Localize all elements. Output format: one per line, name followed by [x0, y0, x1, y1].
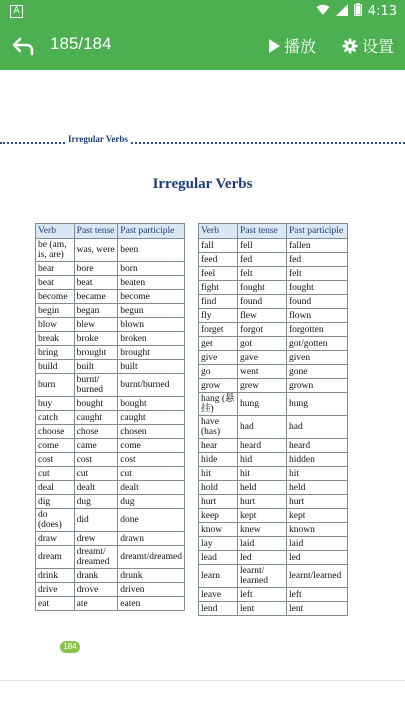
- past-participle-cell: lent: [287, 602, 348, 616]
- past-participle-cell: been: [118, 239, 185, 262]
- past-participle-cell: driven: [118, 583, 185, 597]
- past-tense-cell: broke: [74, 332, 118, 346]
- past-tense-cell: was, were: [74, 239, 118, 262]
- table-row: [199, 565, 348, 588]
- past-tense-cell: cut: [74, 467, 118, 481]
- verb-cell: catch: [36, 411, 75, 425]
- gear-icon: [342, 38, 358, 54]
- past-participle-cell: fought: [287, 281, 348, 295]
- play-label: 播放: [284, 37, 317, 56]
- past-participle-cell: beaten: [118, 276, 185, 290]
- table-row: [36, 374, 185, 397]
- verb-cell: come: [36, 439, 75, 453]
- past-participle-cell: hung: [287, 393, 348, 416]
- verb-cell: get: [199, 337, 238, 351]
- table-row: [36, 318, 185, 332]
- verb-cell: cut: [36, 467, 75, 481]
- app-toolbar: [0, 22, 405, 70]
- table-row: [36, 467, 185, 481]
- status-icons: [316, 3, 397, 20]
- header-dotted-line: [0, 142, 405, 144]
- status-time: 4:13: [367, 4, 397, 19]
- past-participle-cell: got/gotten: [287, 337, 348, 351]
- table-row: [199, 365, 348, 379]
- past-tense-cell: chose: [74, 425, 118, 439]
- book-page[interactable]: [0, 70, 405, 720]
- past-participle-cell: given: [287, 351, 348, 365]
- past-participle-cell: heard: [287, 439, 348, 453]
- past-participle-cell: known: [287, 523, 348, 537]
- verbs-table-right: [198, 223, 348, 616]
- verb-cell: find: [199, 295, 238, 309]
- table-row: [36, 481, 185, 495]
- past-tense-cell: drew: [74, 532, 118, 546]
- past-participle-cell: forgotten: [287, 323, 348, 337]
- verb-cell: give: [199, 351, 238, 365]
- past-tense-cell: bought: [74, 397, 118, 411]
- past-participle-cell: dealt: [118, 481, 185, 495]
- past-participle-cell: had: [287, 416, 348, 439]
- signal-icon: [336, 4, 348, 20]
- past-tense-cell: left: [238, 588, 287, 602]
- verb-cell: buy: [36, 397, 75, 411]
- past-participle-cell: drunk: [118, 569, 185, 583]
- verb-cell: hold: [199, 481, 238, 495]
- past-participle-cell: cost: [118, 453, 185, 467]
- past-tense-cell: found: [238, 295, 287, 309]
- play-button[interactable]: [266, 34, 316, 57]
- past-tense-cell: fed: [238, 253, 287, 267]
- verb-cell: hang (悬挂): [199, 393, 238, 416]
- past-tense-cell: dealt: [74, 481, 118, 495]
- past-tense-cell: did: [74, 509, 118, 532]
- past-tense-cell: drove: [74, 583, 118, 597]
- page-bottom-divider: [0, 680, 405, 681]
- past-participle-cell: caught: [118, 411, 185, 425]
- verb-cell: hit: [199, 467, 238, 481]
- table-row: [199, 379, 348, 393]
- table-row: [36, 290, 185, 304]
- past-participle-cell: flown: [287, 309, 348, 323]
- verb-cell: hurt: [199, 495, 238, 509]
- past-participle-cell: kept: [287, 509, 348, 523]
- battery-icon: [354, 3, 362, 20]
- past-participle-cell: felt: [287, 267, 348, 281]
- past-tense-cell: drank: [74, 569, 118, 583]
- table-header-row: [36, 224, 185, 239]
- past-tense-cell: blew: [74, 318, 118, 332]
- column-header-past-participle: Past participle: [287, 224, 348, 239]
- table-row: [36, 360, 185, 374]
- verb-cell: do (does): [36, 509, 75, 532]
- past-participle-cell: held: [287, 481, 348, 495]
- verb-cell: drive: [36, 583, 75, 597]
- table-row: [199, 588, 348, 602]
- past-tense-cell: laid: [238, 537, 287, 551]
- past-participle-cell: broken: [118, 332, 185, 346]
- verb-cell: beat: [36, 276, 75, 290]
- table-row: [36, 597, 185, 611]
- past-participle-cell: built: [118, 360, 185, 374]
- past-participle-cell: found: [287, 295, 348, 309]
- table-row: [199, 495, 348, 509]
- past-participle-cell: grown: [287, 379, 348, 393]
- back-button[interactable]: [10, 32, 38, 60]
- table-row: [199, 551, 348, 565]
- table-row: [36, 411, 185, 425]
- settings-button[interactable]: [342, 34, 394, 57]
- table-row: [199, 309, 348, 323]
- past-tense-cell: had: [238, 416, 287, 439]
- table-row: [199, 509, 348, 523]
- verb-cell: build: [36, 360, 75, 374]
- table-row: [36, 304, 185, 318]
- past-participle-cell: eaten: [118, 597, 185, 611]
- past-participle-cell: brought: [118, 346, 185, 360]
- table-row: [36, 397, 185, 411]
- table-row: [36, 276, 185, 290]
- table-row: [36, 583, 185, 597]
- past-participle-cell: born: [118, 262, 185, 276]
- past-tense-cell: lent: [238, 602, 287, 616]
- verb-cell: break: [36, 332, 75, 346]
- column-header-past-tense: Past tense: [74, 224, 118, 239]
- status-bar: [0, 0, 405, 22]
- past-tense-cell: came: [74, 439, 118, 453]
- verb-cell: deal: [36, 481, 75, 495]
- past-participle-cell: left: [287, 588, 348, 602]
- table-row: [199, 537, 348, 551]
- play-icon: [266, 38, 282, 54]
- table-row: [36, 346, 185, 360]
- past-participle-cell: chosen: [118, 425, 185, 439]
- verb-cell: grow: [199, 379, 238, 393]
- verb-cell: draw: [36, 532, 75, 546]
- verb-cell: learn: [199, 565, 238, 588]
- table-row: [36, 239, 185, 262]
- verb-cell: feed: [199, 253, 238, 267]
- past-tense-cell: cost: [74, 453, 118, 467]
- past-participle-cell: hit: [287, 467, 348, 481]
- verb-cell: fight: [199, 281, 238, 295]
- table-row: [36, 546, 185, 569]
- wifi-icon: [316, 4, 330, 20]
- past-tense-cell: knew: [238, 523, 287, 537]
- page-indicator: 185/184: [50, 34, 112, 53]
- table-row: [199, 467, 348, 481]
- verb-cell: fly: [199, 309, 238, 323]
- past-participle-cell: burnt/burned: [118, 374, 185, 397]
- past-participle-cell: laid: [287, 537, 348, 551]
- verb-cell: lend: [199, 602, 238, 616]
- past-participle-cell: led: [287, 551, 348, 565]
- verb-cell: fall: [199, 239, 238, 253]
- past-participle-cell: hidden: [287, 453, 348, 467]
- past-tense-cell: flew: [238, 309, 287, 323]
- verb-cell: forget: [199, 323, 238, 337]
- page-title: Irregular Verbs: [152, 176, 253, 192]
- past-tense-cell: hid: [238, 453, 287, 467]
- table-row: [199, 253, 348, 267]
- verb-cell: go: [199, 365, 238, 379]
- past-tense-cell: held: [238, 481, 287, 495]
- verb-cell: lay: [199, 537, 238, 551]
- past-tense-cell: built: [74, 360, 118, 374]
- back-arrow-icon: [10, 32, 38, 60]
- past-participle-cell: bought: [118, 397, 185, 411]
- past-participle-cell: cut: [118, 467, 185, 481]
- past-tense-cell: beat: [74, 276, 118, 290]
- past-tense-cell: went: [238, 365, 287, 379]
- table-row: [36, 532, 185, 546]
- table-row: [199, 481, 348, 495]
- past-participle-cell: dreamt/dreamed: [118, 546, 185, 569]
- verb-cell: cost: [36, 453, 75, 467]
- past-tense-cell: kept: [238, 509, 287, 523]
- past-tense-cell: forgot: [238, 323, 287, 337]
- past-tense-cell: hurt: [238, 495, 287, 509]
- verb-cell: blow: [36, 318, 75, 332]
- column-header-verb: Verb: [199, 224, 238, 239]
- past-participle-cell: fed: [287, 253, 348, 267]
- table-row: [199, 281, 348, 295]
- table-row: [36, 569, 185, 583]
- verb-cell: keep: [199, 509, 238, 523]
- past-tense-cell: began: [74, 304, 118, 318]
- past-participle-cell: blown: [118, 318, 185, 332]
- verb-cell: burn: [36, 374, 75, 397]
- app-notification-icon: A: [10, 5, 23, 18]
- verb-cell: bear: [36, 262, 75, 276]
- settings-label: 设置: [362, 37, 395, 56]
- table-row: [36, 495, 185, 509]
- verb-cell: leave: [199, 588, 238, 602]
- past-tense-cell: burnt/ burned: [74, 374, 118, 397]
- verb-cell: choose: [36, 425, 75, 439]
- verb-cell: have (has): [199, 416, 238, 439]
- table-row: [199, 295, 348, 309]
- verb-cell: become: [36, 290, 75, 304]
- table-row: [36, 425, 185, 439]
- table-row: [199, 351, 348, 365]
- verb-cell: dream: [36, 546, 75, 569]
- verb-cell: dig: [36, 495, 75, 509]
- column-header-past-participle: Past participle: [118, 224, 185, 239]
- table-row: [199, 439, 348, 453]
- past-tense-cell: ate: [74, 597, 118, 611]
- past-participle-cell: begun: [118, 304, 185, 318]
- table-row: [199, 267, 348, 281]
- verb-cell: eat: [36, 597, 75, 611]
- past-participle-cell: come: [118, 439, 185, 453]
- verb-cell: bring: [36, 346, 75, 360]
- table-row: [199, 602, 348, 616]
- past-tense-cell: hung: [238, 393, 287, 416]
- past-tense-cell: became: [74, 290, 118, 304]
- table-row: [199, 416, 348, 439]
- past-participle-cell: learnt/learned: [287, 565, 348, 588]
- past-participle-cell: hurt: [287, 495, 348, 509]
- past-tense-cell: dug: [74, 495, 118, 509]
- verb-cell: feel: [199, 267, 238, 281]
- verb-cell: know: [199, 523, 238, 537]
- past-tense-cell: fell: [238, 239, 287, 253]
- past-tense-cell: hit: [238, 467, 287, 481]
- table-row: [36, 332, 185, 346]
- past-tense-cell: grew: [238, 379, 287, 393]
- past-tense-cell: felt: [238, 267, 287, 281]
- verb-cell: hear: [199, 439, 238, 453]
- table-header-row: [199, 224, 348, 239]
- past-tense-cell: bore: [74, 262, 118, 276]
- column-header-past-tense: Past tense: [238, 224, 287, 239]
- past-tense-cell: caught: [74, 411, 118, 425]
- past-tense-cell: gave: [238, 351, 287, 365]
- past-participle-cell: dug: [118, 495, 185, 509]
- table-row: [199, 453, 348, 467]
- verb-cell: hide: [199, 453, 238, 467]
- past-participle-cell: done: [118, 509, 185, 532]
- past-participle-cell: fallen: [287, 239, 348, 253]
- page-number-badge: 184: [60, 641, 80, 653]
- verb-cell: lead: [199, 551, 238, 565]
- past-tense-cell: learnt/ learned: [238, 565, 287, 588]
- page-header: Irregular Verbs: [68, 134, 128, 144]
- table-row: [199, 523, 348, 537]
- past-tense-cell: dreamt/ dreamed: [74, 546, 118, 569]
- table-row: [36, 262, 185, 276]
- past-participle-cell: drawn: [118, 532, 185, 546]
- past-tense-cell: brought: [74, 346, 118, 360]
- table-row: [199, 239, 348, 253]
- column-header-verb: Verb: [36, 224, 75, 239]
- past-tense-cell: led: [238, 551, 287, 565]
- verb-cell: drink: [36, 569, 75, 583]
- past-tense-cell: heard: [238, 439, 287, 453]
- verbs-table-left: [35, 223, 185, 611]
- table-row: [36, 509, 185, 532]
- past-tense-cell: fought: [238, 281, 287, 295]
- table-row: [199, 393, 348, 416]
- past-tense-cell: got: [238, 337, 287, 351]
- verb-cell: begin: [36, 304, 75, 318]
- table-row: [199, 323, 348, 337]
- table-row: [199, 337, 348, 351]
- verb-cell: be (am, is, are): [36, 239, 75, 262]
- past-participle-cell: become: [118, 290, 185, 304]
- past-participle-cell: gone: [287, 365, 348, 379]
- table-row: [36, 453, 185, 467]
- table-row: [36, 439, 185, 453]
